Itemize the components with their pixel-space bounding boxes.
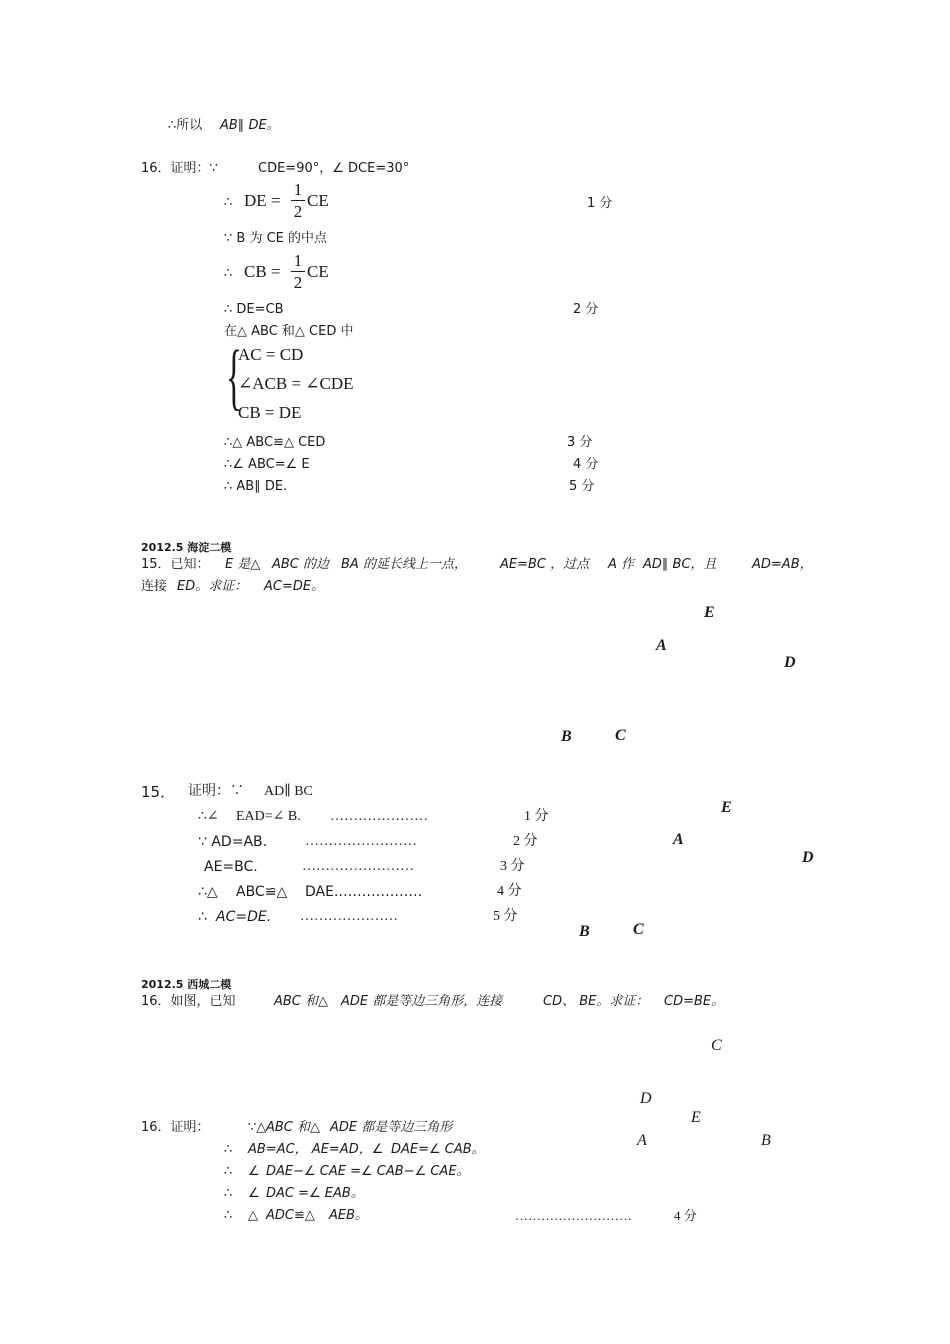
sol16b-r3-c: DAC =∠ EAB。	[266, 1186, 364, 1201]
prob15-q-f: A 作	[608, 557, 635, 572]
prob15-q2-a: 连接	[141, 579, 168, 594]
sol15-s4-c: DAE.………………	[305, 884, 423, 900]
prob16-fig-label-b: B	[761, 1132, 771, 1149]
prob15-q2-c: AC=DE。	[264, 579, 325, 594]
prob15-q2-b: ED。求证：	[177, 579, 248, 594]
sol16a-ce-1: CE	[307, 191, 329, 210]
prob16-fig-label-d: D	[640, 1090, 652, 1107]
prob15-q-b: E 是△	[225, 557, 261, 572]
sol15-s0-a: 证明：∵	[188, 784, 244, 799]
sol16a-cb-lhs: CB =	[244, 262, 281, 281]
sol16b-r1-b: AB=AC， AE=AD，∠	[248, 1142, 384, 1157]
sol15-fig-label-a: A	[673, 831, 684, 848]
sol16b-r2-a: ∴	[224, 1164, 233, 1179]
prob15-fig-label-d: D	[784, 654, 796, 671]
prob15-q-e: AE=BC ，过点	[500, 557, 590, 572]
sol15-fig-label-e: E	[721, 799, 732, 816]
sol16a-l1-prefix: ∴	[224, 195, 233, 210]
sol16b-r1-c: DAE=∠ CAB。	[391, 1142, 485, 1157]
fraction-bar	[291, 271, 305, 272]
prob16-q-b: ABC 和△	[274, 994, 329, 1009]
prob16-header: 2012.5 西城二模	[141, 978, 232, 991]
sol16a-half-fraction-1	[291, 180, 305, 220]
sol16a-l6-score: 3 分	[567, 435, 593, 450]
sol15-s5-score: 5 分	[493, 909, 518, 924]
sol15-s2-dots: ……………………	[305, 834, 417, 849]
sol16b-r4-d: AEB。	[329, 1208, 369, 1223]
sol16b-i-c: ADE 都是等边三角形	[330, 1120, 453, 1135]
sol16b-r1-a: ∴	[224, 1142, 233, 1157]
sol16b-r3-b: ∠	[248, 1186, 260, 1201]
sol16a-l8: ∴ AB∥ DE.	[224, 479, 288, 494]
prob15-fig-label-c: C	[615, 727, 626, 744]
sol15-fig-label-c: C	[633, 921, 644, 938]
sol15-s4-b: ABC≌△	[236, 884, 288, 900]
sol15-s1-a: ∴∠	[198, 809, 219, 824]
sol15-fig-label-d: D	[802, 849, 814, 866]
prob16-fig-label-e: E	[691, 1109, 701, 1126]
sol16a-l3-prefix: ∴	[224, 266, 233, 281]
sol16a-l4-score: 2 分	[573, 302, 599, 317]
prob16-q-c: ADE 都是等边三角形，连接	[341, 994, 503, 1009]
half-numerator: 1	[293, 251, 303, 270]
sol16b-r3-a: ∴	[224, 1186, 233, 1201]
sol16a-de-lhs: DE =	[244, 191, 281, 210]
sol16b-i-a: ∵△	[248, 1120, 267, 1135]
half-denominator: 2	[293, 202, 303, 221]
sol15-s1-score: 1 分	[524, 809, 549, 824]
sol15-num: 15．	[141, 783, 176, 801]
top-line-text: AB∥ DE。	[220, 118, 280, 133]
sol15-s5-a: ∴	[198, 909, 207, 925]
sol15-s5-b: AC=DE.	[216, 909, 272, 925]
prob15-q-c: ABC 的边	[272, 557, 330, 572]
sol16a-l2: ∵ B 为 CE 的中点	[224, 231, 328, 246]
system-brace: {	[226, 336, 242, 418]
prob16-q-a: 16．如图，已知	[141, 994, 236, 1009]
prob16-q-e: CD=BE。	[664, 994, 725, 1009]
prob16-fig-label-a: A	[637, 1132, 647, 1149]
sol15-fig-label-b: B	[579, 923, 590, 940]
prob15-fig-label-b: B	[561, 728, 572, 745]
sol16a-sys3: CB = DE	[238, 403, 302, 422]
sol16a-l6: ∴△ ABC≌△ CED	[224, 435, 326, 450]
top-line-prefix: ∴所以	[168, 118, 203, 133]
prob15-q-d: BA 的延长线上一点，	[341, 557, 467, 572]
prob15-fig-label-e: E	[704, 604, 715, 621]
prob15-fig-label-a: A	[656, 637, 667, 654]
sol16a-ce-2: CE	[307, 262, 329, 281]
sol16a-sys2: ∠ACB = ∠CDE	[238, 374, 354, 393]
sol15-s5-dots: …………………	[300, 909, 398, 924]
sol16a-half-fraction-2	[291, 251, 305, 291]
sol16b-r4-a: ∴	[224, 1208, 233, 1223]
sol16a-l5: 在△ ABC 和△ CED 中	[224, 324, 354, 339]
sol16a-l1-score: 1 分	[587, 196, 613, 211]
sol16b-r4-score: 4 分	[674, 1208, 697, 1223]
sol15-s0-b: AD∥ BC	[264, 784, 313, 799]
prob15-q-a: 15．已知：	[141, 557, 210, 572]
prob15-header: 2012.5 海淀二模	[141, 541, 232, 554]
sol15-s1-b: EAD=∠ B.	[236, 809, 301, 824]
sol15-s4-score: 4 分	[497, 884, 522, 899]
sol15-s3-score: 3 分	[500, 859, 525, 874]
prob15-q-g: AD∥ BC，且	[643, 557, 717, 572]
sol16b-i-b: ABC 和△	[266, 1120, 321, 1135]
sol16b-r4-dots: ………………………	[515, 1208, 632, 1223]
half-denominator: 2	[293, 273, 303, 292]
sol16a-l4: ∴ DE=CB	[224, 302, 284, 317]
sol15-s1-dots: …………………	[330, 809, 428, 824]
sol16b-intro: 16．证明：	[141, 1120, 210, 1135]
fraction-bar	[291, 200, 305, 201]
sol16a-intro: 16．证明：∵	[141, 161, 218, 176]
prob16-fig-label-c: C	[711, 1037, 722, 1054]
prob15-q-h: AD=AB，	[752, 557, 813, 572]
sol16b-r4-b: △	[248, 1208, 258, 1223]
sol16b-r2-c: DAE−∠ CAE =∠ CAB−∠ CAE。	[266, 1164, 470, 1179]
sol16a-l7: ∴∠ ABC=∠ E	[224, 457, 310, 472]
sol16b-r4-c: ADC≌△	[266, 1208, 315, 1223]
sol15-s4-a: ∴△	[198, 884, 218, 900]
sol16a-l7-score: 4 分	[573, 457, 599, 472]
sol16b-r2-b: ∠	[248, 1164, 260, 1179]
sol15-s2-score: 2 分	[513, 834, 538, 849]
prob16-q-d: CD、 BE。求证：	[543, 994, 649, 1009]
sol16a-given: CDE=90°，∠ DCE=30°	[258, 161, 410, 176]
half-numerator: 1	[293, 180, 303, 199]
sol16a-sys1: AC = CD	[238, 345, 304, 364]
sol15-s3-a: AE=BC.	[204, 859, 258, 875]
sol16a-l8-score: 5 分	[569, 479, 595, 494]
sol15-s2-a: ∵ AD=AB.	[198, 834, 268, 850]
sol15-s3-dots: ……………………	[302, 859, 414, 874]
